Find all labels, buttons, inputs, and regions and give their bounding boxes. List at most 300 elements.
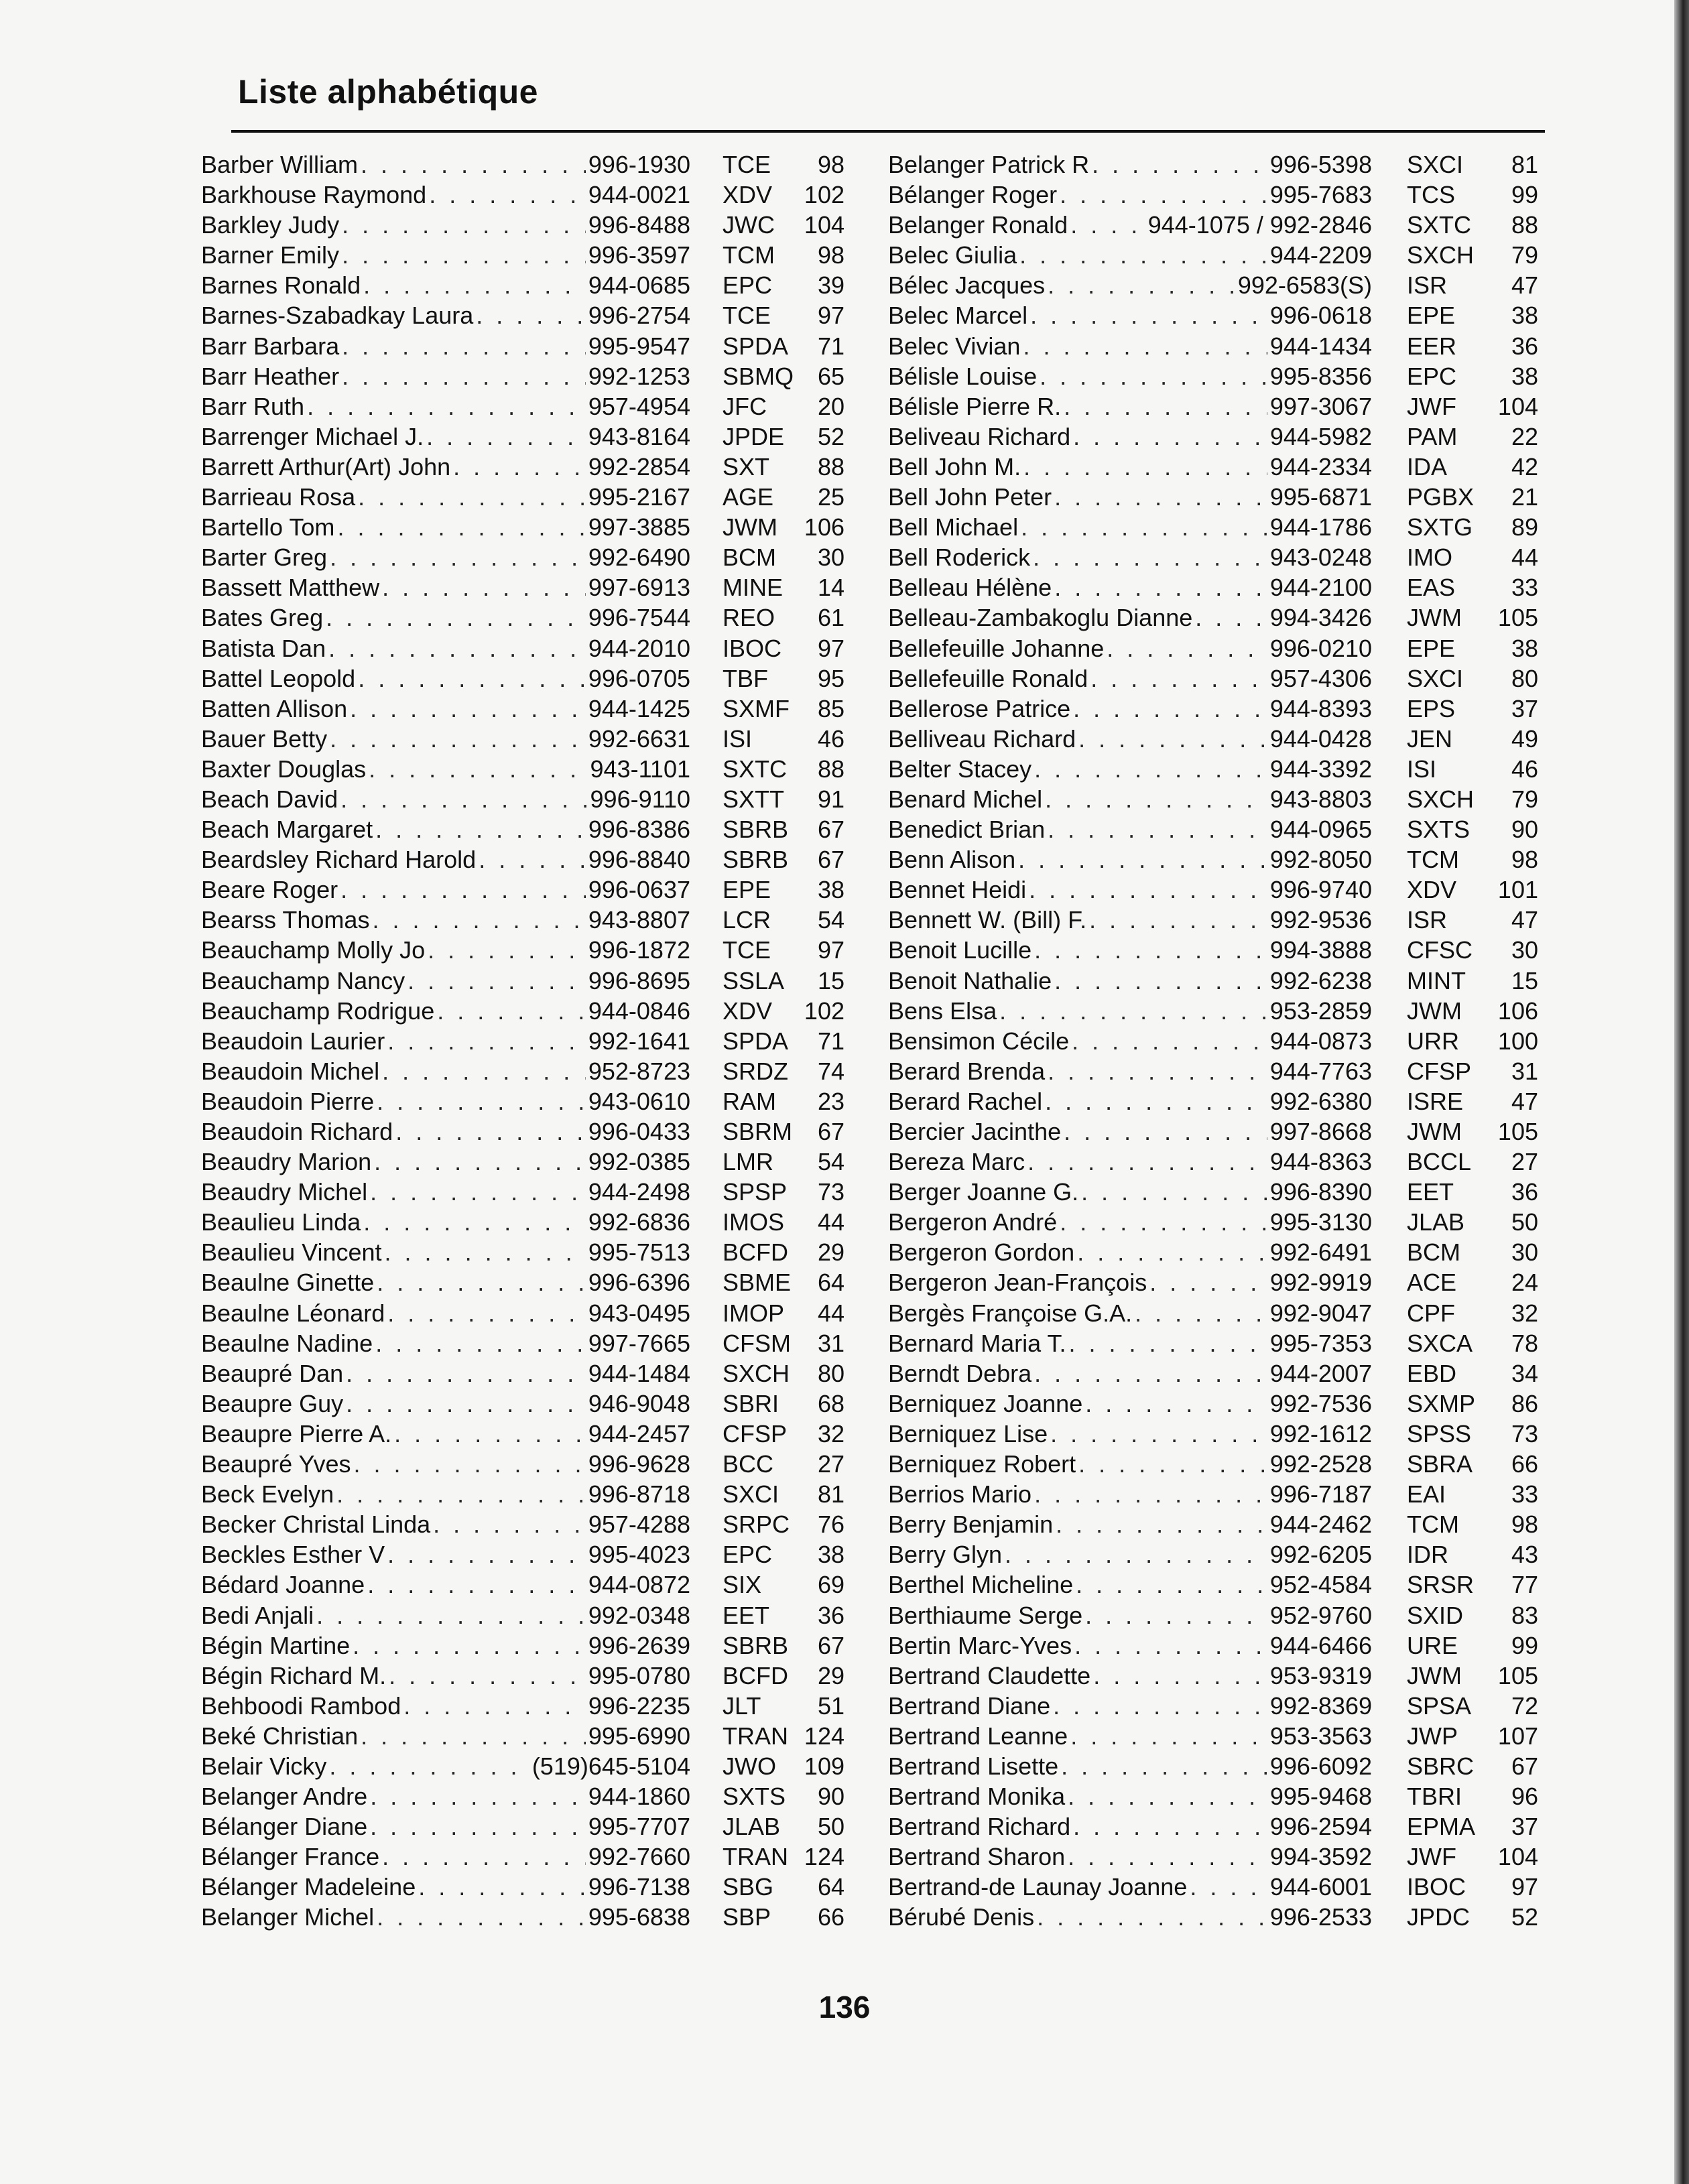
dot-leader xyxy=(1195,604,1267,632)
entry-name: Belanger Michel xyxy=(201,1903,375,1931)
dot-leader xyxy=(350,695,586,723)
directory-entry xyxy=(888,1027,1538,1057)
entry-code: URE xyxy=(1407,1631,1458,1659)
dot-leader xyxy=(1064,393,1267,421)
entry-number: 90 xyxy=(817,1783,844,1811)
entry-code: JWC xyxy=(723,211,775,239)
entry-name: Barr Barbara xyxy=(201,332,340,360)
dot-leader xyxy=(363,271,586,300)
directory-entry xyxy=(888,1511,1538,1541)
entry-number: 64 xyxy=(817,1269,844,1297)
entry-phone: 992-1253 xyxy=(588,362,690,390)
directory-entry xyxy=(201,725,844,755)
directory-entry xyxy=(888,574,1538,604)
entry-phone: 992-6583(S) xyxy=(1237,271,1372,300)
entry-name: Beaudoin Michel xyxy=(201,1057,380,1085)
directory-entry xyxy=(888,1843,1538,1873)
entry-phone: 995-2167 xyxy=(588,483,690,511)
entry-phone: 943-0610 xyxy=(588,1087,690,1115)
dot-leader xyxy=(429,181,586,209)
dot-leader xyxy=(1107,635,1267,663)
entry-phone: 944-2498 xyxy=(588,1178,690,1206)
entry-number: 38 xyxy=(1511,634,1538,662)
entry-code: SBMQ xyxy=(723,362,794,390)
entry-phone: 952-9760 xyxy=(1269,1601,1372,1629)
entry-phone: 992-1641 xyxy=(588,1027,690,1055)
entry-name: Barnes Ronald xyxy=(201,271,361,300)
entry-number: 36 xyxy=(817,1601,844,1629)
dot-leader xyxy=(377,1903,586,1931)
dot-leader xyxy=(353,1632,586,1660)
directory-entry xyxy=(201,1511,844,1541)
entry-number: 102 xyxy=(804,997,844,1025)
dot-leader xyxy=(476,302,586,330)
dot-leader xyxy=(1030,302,1267,330)
directory-entry xyxy=(201,1420,844,1450)
entry-number: 83 xyxy=(1511,1601,1538,1629)
entry-number: 88 xyxy=(817,755,844,783)
directory-entry xyxy=(201,1752,844,1783)
entry-name: Belanger Andre xyxy=(201,1783,368,1811)
entry-code: SPDA xyxy=(723,332,789,360)
dot-leader xyxy=(1077,1238,1267,1267)
entry-phone: 992-8050 xyxy=(1269,846,1372,874)
entry-phone: 996-7187 xyxy=(1269,1480,1372,1508)
entry-name: Beardsley Richard Harold xyxy=(201,846,477,874)
entry-code: JPDC xyxy=(1407,1903,1471,1931)
entry-number: 88 xyxy=(1511,211,1538,239)
dot-leader xyxy=(336,1480,586,1508)
directory-entry xyxy=(888,785,1538,816)
directory-entry xyxy=(201,1450,844,1480)
entry-code: JLAB xyxy=(1407,1208,1465,1236)
directory-entry xyxy=(201,695,844,725)
directory-entry xyxy=(888,393,1538,423)
entry-number: 29 xyxy=(817,1661,844,1689)
entry-number: 109 xyxy=(804,1752,844,1780)
entry-phone: 992-6205 xyxy=(1269,1541,1372,1569)
dot-leader xyxy=(1061,1752,1267,1781)
dot-leader xyxy=(307,393,586,421)
entry-number: 32 xyxy=(1511,1299,1538,1327)
dot-leader xyxy=(1068,1783,1267,1811)
entry-name: Beaudoin Pierre xyxy=(201,1087,375,1115)
directory-entry xyxy=(201,1722,844,1752)
entry-name: Barkhouse Raymond xyxy=(201,181,427,209)
dot-leader xyxy=(337,513,585,541)
entry-name: Bélec Jacques xyxy=(888,271,1046,300)
entry-code: CFSM xyxy=(723,1329,791,1357)
dot-leader xyxy=(1029,876,1267,904)
entry-name: Belleau Hélène xyxy=(888,574,1052,602)
dot-leader xyxy=(1045,1088,1267,1116)
entry-name: Beaudry Michel xyxy=(201,1178,368,1206)
dot-leader xyxy=(1054,574,1267,602)
entry-phone: 952-8723 xyxy=(588,1057,690,1085)
entry-code: TBF xyxy=(723,664,768,692)
entry-code: TBRI xyxy=(1407,1783,1462,1811)
entry-phone: 996-0705 xyxy=(588,664,690,692)
entry-phone: 943-0495 xyxy=(588,1299,690,1327)
directory-entry xyxy=(201,846,844,876)
entry-code: TCS xyxy=(1407,181,1455,209)
entry-number: 29 xyxy=(817,1238,844,1267)
dot-leader xyxy=(382,574,586,602)
entry-phone: 992-2528 xyxy=(1269,1450,1372,1478)
entry-name: Belanger Patrick R xyxy=(888,151,1090,178)
dot-leader xyxy=(387,1027,586,1055)
directory-entry xyxy=(888,1238,1538,1269)
dot-leader xyxy=(999,997,1267,1025)
entry-code: IBOC xyxy=(723,634,782,662)
directory-entry xyxy=(888,1813,1538,1843)
entry-phone: 944-0021 xyxy=(588,181,690,209)
entry-code: TCE xyxy=(723,151,771,178)
entry-number: 105 xyxy=(1497,604,1538,632)
directory-entry xyxy=(888,1208,1538,1238)
entry-name: Bercier Jacinthe xyxy=(888,1118,1062,1145)
entry-code: IMOP xyxy=(723,1299,785,1327)
entry-name: Bell John M. xyxy=(888,452,1021,480)
directory-entry xyxy=(888,513,1538,543)
directory-entry xyxy=(201,393,844,423)
entry-name: Beaulieu Vincent xyxy=(201,1238,382,1267)
entry-phone: 992-1612 xyxy=(1269,1419,1372,1448)
entry-number: 14 xyxy=(817,574,844,602)
entry-code: SXCI xyxy=(1407,151,1464,178)
entry-phone: 996-6396 xyxy=(588,1269,690,1297)
entry-code: SPSS xyxy=(1407,1419,1472,1448)
entry-number: 34 xyxy=(1511,1359,1538,1387)
entry-code: XDV xyxy=(723,181,773,209)
entry-code: CFSP xyxy=(723,1419,788,1448)
entry-code: SPSP xyxy=(723,1178,788,1206)
directory-entry xyxy=(201,151,844,181)
directory-entry xyxy=(888,635,1538,665)
entry-code: SPDA xyxy=(723,1027,789,1055)
entry-phone: 992-9919 xyxy=(1269,1269,1372,1297)
entry-phone: 996-3597 xyxy=(588,241,690,269)
dot-leader xyxy=(385,1238,586,1267)
entry-phone: 943-8807 xyxy=(588,906,690,934)
directory-entry xyxy=(888,1299,1538,1330)
entry-code: SXID xyxy=(1407,1601,1464,1629)
directory-entry xyxy=(201,1541,844,1571)
entry-phone: 996-9628 xyxy=(588,1450,690,1478)
directory-entry xyxy=(888,1148,1538,1178)
entry-code: SXTT xyxy=(723,785,785,813)
entry-name: Baxter Douglas xyxy=(201,755,367,783)
directory-entry xyxy=(888,1088,1538,1118)
entry-number: 78 xyxy=(1511,1329,1538,1357)
entry-number: 15 xyxy=(817,966,844,994)
directory-entry xyxy=(888,181,1538,211)
directory-entry xyxy=(888,906,1538,936)
entry-code: TCM xyxy=(723,241,775,269)
dot-leader xyxy=(361,151,586,179)
directory-entry xyxy=(888,725,1538,755)
entry-phone: 996-2754 xyxy=(588,302,690,330)
entry-number: 104 xyxy=(1497,392,1538,420)
entry-name: Bergeron André xyxy=(888,1208,1058,1236)
entry-number: 105 xyxy=(1497,1118,1538,1145)
entry-number: 124 xyxy=(804,1843,844,1871)
dot-leader xyxy=(1190,1873,1267,1901)
entry-number: 88 xyxy=(817,452,844,480)
entry-code: AGE xyxy=(723,483,774,511)
entry-phone: 996-9740 xyxy=(1269,876,1372,904)
entry-phone: 944-1075 / 992-2846 xyxy=(1147,211,1372,239)
entry-number: 51 xyxy=(817,1691,844,1720)
entry-number: 52 xyxy=(1511,1903,1538,1931)
entry-number: 67 xyxy=(817,816,844,844)
entry-number: 38 xyxy=(1511,362,1538,390)
entry-number: 98 xyxy=(817,241,844,269)
entry-name: Belec Marcel xyxy=(888,302,1028,330)
dot-leader xyxy=(433,1511,586,1539)
directory-entry xyxy=(201,1299,844,1330)
entry-code: JFC xyxy=(723,392,767,420)
entry-name: Barrieau Rosa xyxy=(201,483,356,511)
title-rule xyxy=(231,130,1545,133)
dot-leader xyxy=(1023,332,1267,361)
dot-leader xyxy=(340,785,587,814)
entry-number: 90 xyxy=(1511,816,1538,844)
entry-number: 54 xyxy=(817,906,844,934)
directory-entry xyxy=(888,816,1538,846)
directory-entry xyxy=(201,876,844,906)
dot-leader xyxy=(370,1178,586,1206)
entry-number: 73 xyxy=(1511,1419,1538,1448)
entry-name: Belec Giulia xyxy=(888,241,1017,269)
directory-entry xyxy=(201,604,844,634)
entry-name: Bedi Anjali xyxy=(201,1601,314,1629)
entry-phone: 997-3885 xyxy=(588,513,690,541)
entry-name: Bellefeuille Johanne xyxy=(888,634,1105,662)
entry-name: Belliveau Richard xyxy=(888,724,1076,753)
entry-code: IDA xyxy=(1407,452,1448,480)
entry-number: 124 xyxy=(804,1722,844,1750)
entry-name: Beaudoin Richard xyxy=(201,1118,393,1145)
dot-leader xyxy=(375,1330,586,1358)
entry-phone: 996-8390 xyxy=(1269,1178,1372,1206)
dot-leader xyxy=(382,1843,586,1871)
directory-entry xyxy=(888,483,1538,513)
directory-entry xyxy=(201,1571,844,1601)
entry-phone: 996-7138 xyxy=(588,1873,690,1901)
entry-code: URR xyxy=(1407,1027,1459,1055)
entry-phone: 995-7707 xyxy=(588,1813,690,1841)
entry-phone: 996-0210 xyxy=(1269,634,1372,662)
dot-leader xyxy=(1034,755,1267,783)
dot-leader xyxy=(1085,1602,1267,1630)
entry-phone: 996-2639 xyxy=(588,1631,690,1659)
entry-number: 104 xyxy=(1497,1843,1538,1871)
entry-name: Bérubé Denis xyxy=(888,1903,1035,1931)
entry-name: Beaupre Pierre A. xyxy=(201,1419,392,1448)
entry-phone: 995-7683 xyxy=(1269,181,1372,209)
entry-name: Berthiaume Serge xyxy=(888,1601,1083,1629)
entry-code: MINE xyxy=(723,574,783,602)
entry-code: TCE xyxy=(723,936,771,964)
entry-number: 30 xyxy=(1511,936,1538,964)
entry-number: 85 xyxy=(817,694,844,722)
entry-phone: 944-0685 xyxy=(588,271,690,300)
entry-phone: 944-1484 xyxy=(588,1359,690,1387)
right-column xyxy=(888,151,1538,1934)
entry-code: SRSR xyxy=(1407,1571,1475,1599)
entry-code: SPSA xyxy=(1407,1691,1472,1720)
entry-number: 77 xyxy=(1511,1571,1538,1599)
dot-leader xyxy=(328,635,586,663)
directory-entry xyxy=(201,1238,844,1269)
entry-number: 97 xyxy=(817,936,844,964)
entry-name: Beaupre Guy xyxy=(201,1389,344,1417)
entry-phone: 996-9110 xyxy=(590,785,690,813)
entry-number: 21 xyxy=(1511,483,1538,511)
directory-entry xyxy=(888,151,1538,181)
entry-name: Berndt Debra xyxy=(888,1359,1032,1387)
entry-code: TCM xyxy=(1407,846,1459,874)
entry-name: Benoit Nathalie xyxy=(888,966,1052,994)
entry-code: PAM xyxy=(1407,422,1458,450)
dot-leader xyxy=(1073,695,1267,723)
entry-code: IMO xyxy=(1407,543,1452,572)
entry-number: 102 xyxy=(804,181,844,209)
dot-leader xyxy=(330,725,586,753)
entry-code: SXTS xyxy=(723,1783,786,1811)
entry-name: Beaudoin Laurier xyxy=(201,1027,385,1055)
entry-name: Barrett Arthur(Art) John xyxy=(201,452,451,480)
directory-entry xyxy=(888,936,1538,966)
entry-name: Bergeron Jean-François xyxy=(888,1269,1147,1297)
dot-leader xyxy=(1093,1662,1267,1690)
dot-leader xyxy=(1073,1813,1267,1841)
entry-code: BCCL xyxy=(1407,1148,1472,1176)
entry-name: Beauchamp Molly Jo xyxy=(201,936,426,964)
entry-code: SBG xyxy=(723,1873,774,1901)
entry-phone: 992-6490 xyxy=(588,543,690,572)
dot-leader xyxy=(1048,271,1235,300)
dot-leader xyxy=(358,665,586,693)
entry-name: Berrios Mario xyxy=(888,1480,1032,1508)
entry-code: CFSC xyxy=(1407,936,1473,964)
entry-name: Beliveau Richard xyxy=(888,422,1071,450)
entry-phone: 995-0780 xyxy=(588,1661,690,1689)
entry-number: 64 xyxy=(817,1873,844,1901)
dot-leader xyxy=(377,1269,586,1297)
directory-entry xyxy=(888,423,1538,453)
entry-number: 54 xyxy=(817,1148,844,1176)
dot-leader xyxy=(1034,1360,1267,1388)
directory-entry xyxy=(201,1330,844,1360)
entry-number: 65 xyxy=(817,362,844,390)
dot-leader xyxy=(1037,1903,1267,1931)
directory-entry xyxy=(888,1480,1538,1511)
entry-code: SBRB xyxy=(723,846,789,874)
entry-code: SRPC xyxy=(723,1511,790,1539)
entry-name: Bell John Peter xyxy=(888,483,1052,511)
entry-name: Barrenger Michael J. xyxy=(201,422,424,450)
entry-name: Beaupré Dan xyxy=(201,1359,344,1387)
entry-code: SXTC xyxy=(723,755,788,783)
entry-number: 15 xyxy=(1511,966,1538,994)
dot-leader xyxy=(342,332,586,361)
entry-name: Battel Leopold xyxy=(201,664,356,692)
dot-leader xyxy=(358,483,586,511)
entry-phone: 944-1434 xyxy=(1269,332,1372,360)
entry-name: Bertrand Claudette xyxy=(888,1661,1091,1689)
directory-entry xyxy=(201,1269,844,1299)
directory-entry xyxy=(201,453,844,483)
entry-phone: 996-1872 xyxy=(588,936,690,964)
dot-leader xyxy=(346,1360,586,1388)
entry-code: SBRB xyxy=(723,816,789,844)
entry-name: Bens Elsa xyxy=(888,997,997,1025)
entry-code: JEN xyxy=(1407,724,1453,753)
entry-number: 47 xyxy=(1511,271,1538,300)
entry-name: Berniquez Lise xyxy=(888,1419,1048,1448)
entry-code: SXMF xyxy=(723,694,790,722)
entry-number: 71 xyxy=(817,332,844,360)
dot-leader xyxy=(354,1450,586,1478)
directory-entry xyxy=(201,1360,844,1390)
entry-name: Berry Benjamin xyxy=(888,1511,1054,1539)
entry-number: 67 xyxy=(817,1118,844,1145)
dot-leader xyxy=(387,1299,586,1328)
dot-leader xyxy=(377,1088,586,1116)
directory-entry xyxy=(888,1692,1538,1722)
entry-name: Bélisle Pierre R. xyxy=(888,392,1062,420)
directory-entry xyxy=(888,755,1538,785)
directory-entry xyxy=(201,241,844,271)
entry-name: Beck Evelyn xyxy=(201,1480,334,1508)
entry-phone: 992-9047 xyxy=(1269,1299,1372,1327)
entry-name: Barter Greg xyxy=(201,543,328,572)
entry-code: SSLA xyxy=(723,966,785,994)
entry-phone: 944-8393 xyxy=(1269,694,1372,722)
dot-leader xyxy=(403,1692,586,1720)
entry-number: 44 xyxy=(817,1208,844,1236)
entry-phone: 944-1425 xyxy=(588,694,690,722)
dot-leader xyxy=(1081,1178,1267,1206)
entry-number: 67 xyxy=(817,846,844,874)
entry-number: 68 xyxy=(817,1389,844,1417)
entry-number: 30 xyxy=(817,543,844,572)
directory-entry xyxy=(888,997,1538,1027)
entry-name: Bergès Françoise G.A. xyxy=(888,1299,1133,1327)
directory-entry xyxy=(201,755,844,785)
entry-phone: 996-6092 xyxy=(1269,1752,1372,1780)
directory-entry xyxy=(201,906,844,936)
entry-phone: 952-4584 xyxy=(1269,1571,1372,1599)
directory-entry xyxy=(888,241,1538,271)
dot-leader xyxy=(363,1208,586,1236)
entry-name: Bélanger Roger xyxy=(888,181,1058,209)
entry-phone: 944-2334 xyxy=(1269,452,1372,480)
entry-phone: 992-7536 xyxy=(1269,1389,1372,1417)
entry-phone: 944-6466 xyxy=(1269,1631,1372,1659)
dot-leader xyxy=(329,1752,529,1781)
entry-number: 99 xyxy=(1511,1631,1538,1659)
entry-code: JWO xyxy=(723,1752,776,1780)
entry-phone: 995-7513 xyxy=(588,1238,690,1267)
entry-number: 100 xyxy=(1497,1027,1538,1055)
dot-leader xyxy=(1073,423,1267,451)
dot-leader xyxy=(426,423,586,451)
entry-number: 50 xyxy=(1511,1208,1538,1236)
entry-phone: 996-0618 xyxy=(1269,302,1372,330)
